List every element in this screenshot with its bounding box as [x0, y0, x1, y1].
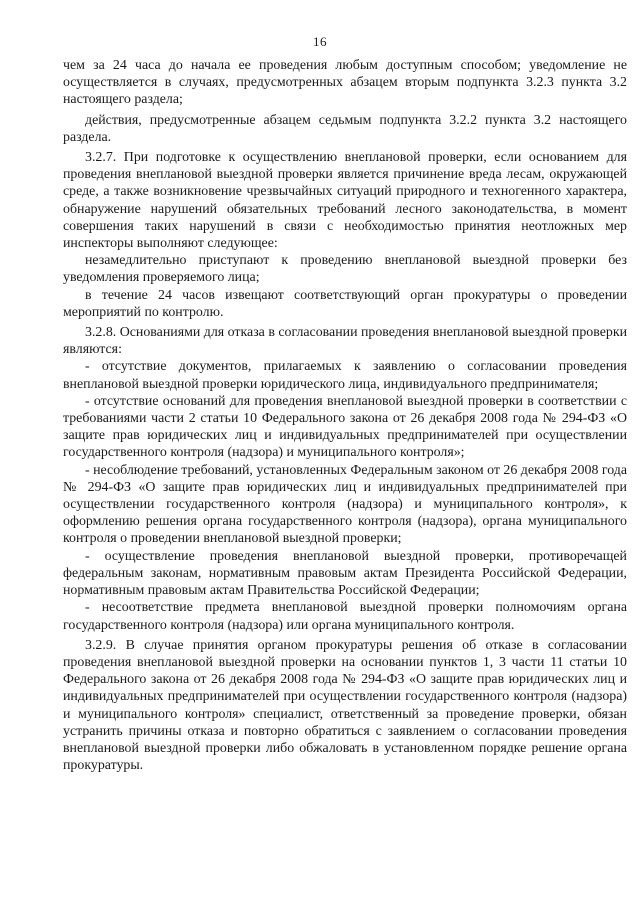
paragraph-actions: действия, предусмотренные абзацем седьмым подпункта 3.2.2 пункта 3.2 настоящего раздела.: [63, 112, 627, 145]
paragraph-3-2-7: 3.2.7. При подготовке к осуществлению внеплановой проверки, если основанием для проведения внеплановой выездной проверки является причинение вреда лесам, окружающей среде, а также возникновение чрезвычайных ситуаций природного и техногенного характера, обнаружение нарушений обязательных требований лесного законодательства, в момент совершения таких нарушений в связи с необходимостью принятия неотложных мер инспекторы выполняют следующее:: [63, 150, 627, 252]
document-body: [63, 57, 627, 774]
list-item-no-grounds: - отсутствие оснований для проведения внеплановой выездной проверки в соответствии с требованиями части 2 статьи 10 Федерального закона от 26 декабря 2008 года № 294-ФЗ «О защите прав юридических лиц и индивидуальных предпринимателей при осуществлении государственного контроля (надзора) и муниципального контроля»;: [63, 393, 627, 461]
page-number: 16: [313, 34, 327, 49]
paragraph-3-2-9: 3.2.9. В случае принятия органом прокуратуры решения об отказе в согласовании проведения внеплановой выездной проверки на основании пунктов 1, 3 части 11 статьи 10 Федерального закона от 26 декабря 2008 года № 294-ФЗ «О защите прав юридических лиц и индивидуальных предпринимателей при осуществлении государственного контроля (надзора) и муниципального контроля» специалист, ответственный за проведение проверки, обязан устранить причины отказа и повторно обратиться с заявлением о согласовании проведения внеплановой выездной проверки либо обжаловать в установленном порядке решение органа прокуратуры.: [63, 637, 627, 774]
list-item-missing-documents: - отсутствие документов, прилагаемых к заявлению о согласовании проведения внеплановой выездной проверки юридического лица, индивидуального предпринимателя;: [63, 359, 627, 392]
list-item-noncompliance: - несоблюдение требований, установленных Федеральным законом от 26 декабря 2008 года № 294-ФЗ «О защите прав юридических лиц и индивидуальных предпринимателей при осуществлении государственного контроля (надзора) и муниципального контроля», к оформлению решения органа государственного контроля (надзора), органа муниципального контроля о проведении внеплановой выездной проверки;: [63, 462, 627, 547]
list-item-contradiction: - осуществление проведения внеплановой выездной проверки, противоречащей федеральным законам, нормативным правовым актам Президента Российской Федерации, нормативным правовым актам Правительства Российской Федерации;: [63, 548, 627, 599]
paragraph-3-2-8: 3.2.8. Основаниями для отказа в согласовании проведения внеплановой выездной проверки являются:: [63, 325, 628, 358]
list-item-mismatch: - несоответствие предмета внеплановой выездной проверки полномочиям органа государственного контроля (надзора) или органа муниципального контроля.: [63, 600, 627, 633]
paragraph-notify-prosecutor: в течение 24 часов извещают соответствующий орган прокуратуры о проведении мероприятий по контролю.: [63, 287, 627, 320]
paragraph-continuation: чем за 24 часа до начала ее проведения любым доступным способом; уведомление не осуществляется в случаях, предусмотренных абзацем вторым подпункта 3.2.3 пункта 3.2 настоящего раздела;: [63, 58, 627, 108]
paragraph-immediate-inspection: незамедлительно приступают к проведению внеплановой выездной проверки без уведомления проверяемого лица;: [63, 253, 627, 286]
